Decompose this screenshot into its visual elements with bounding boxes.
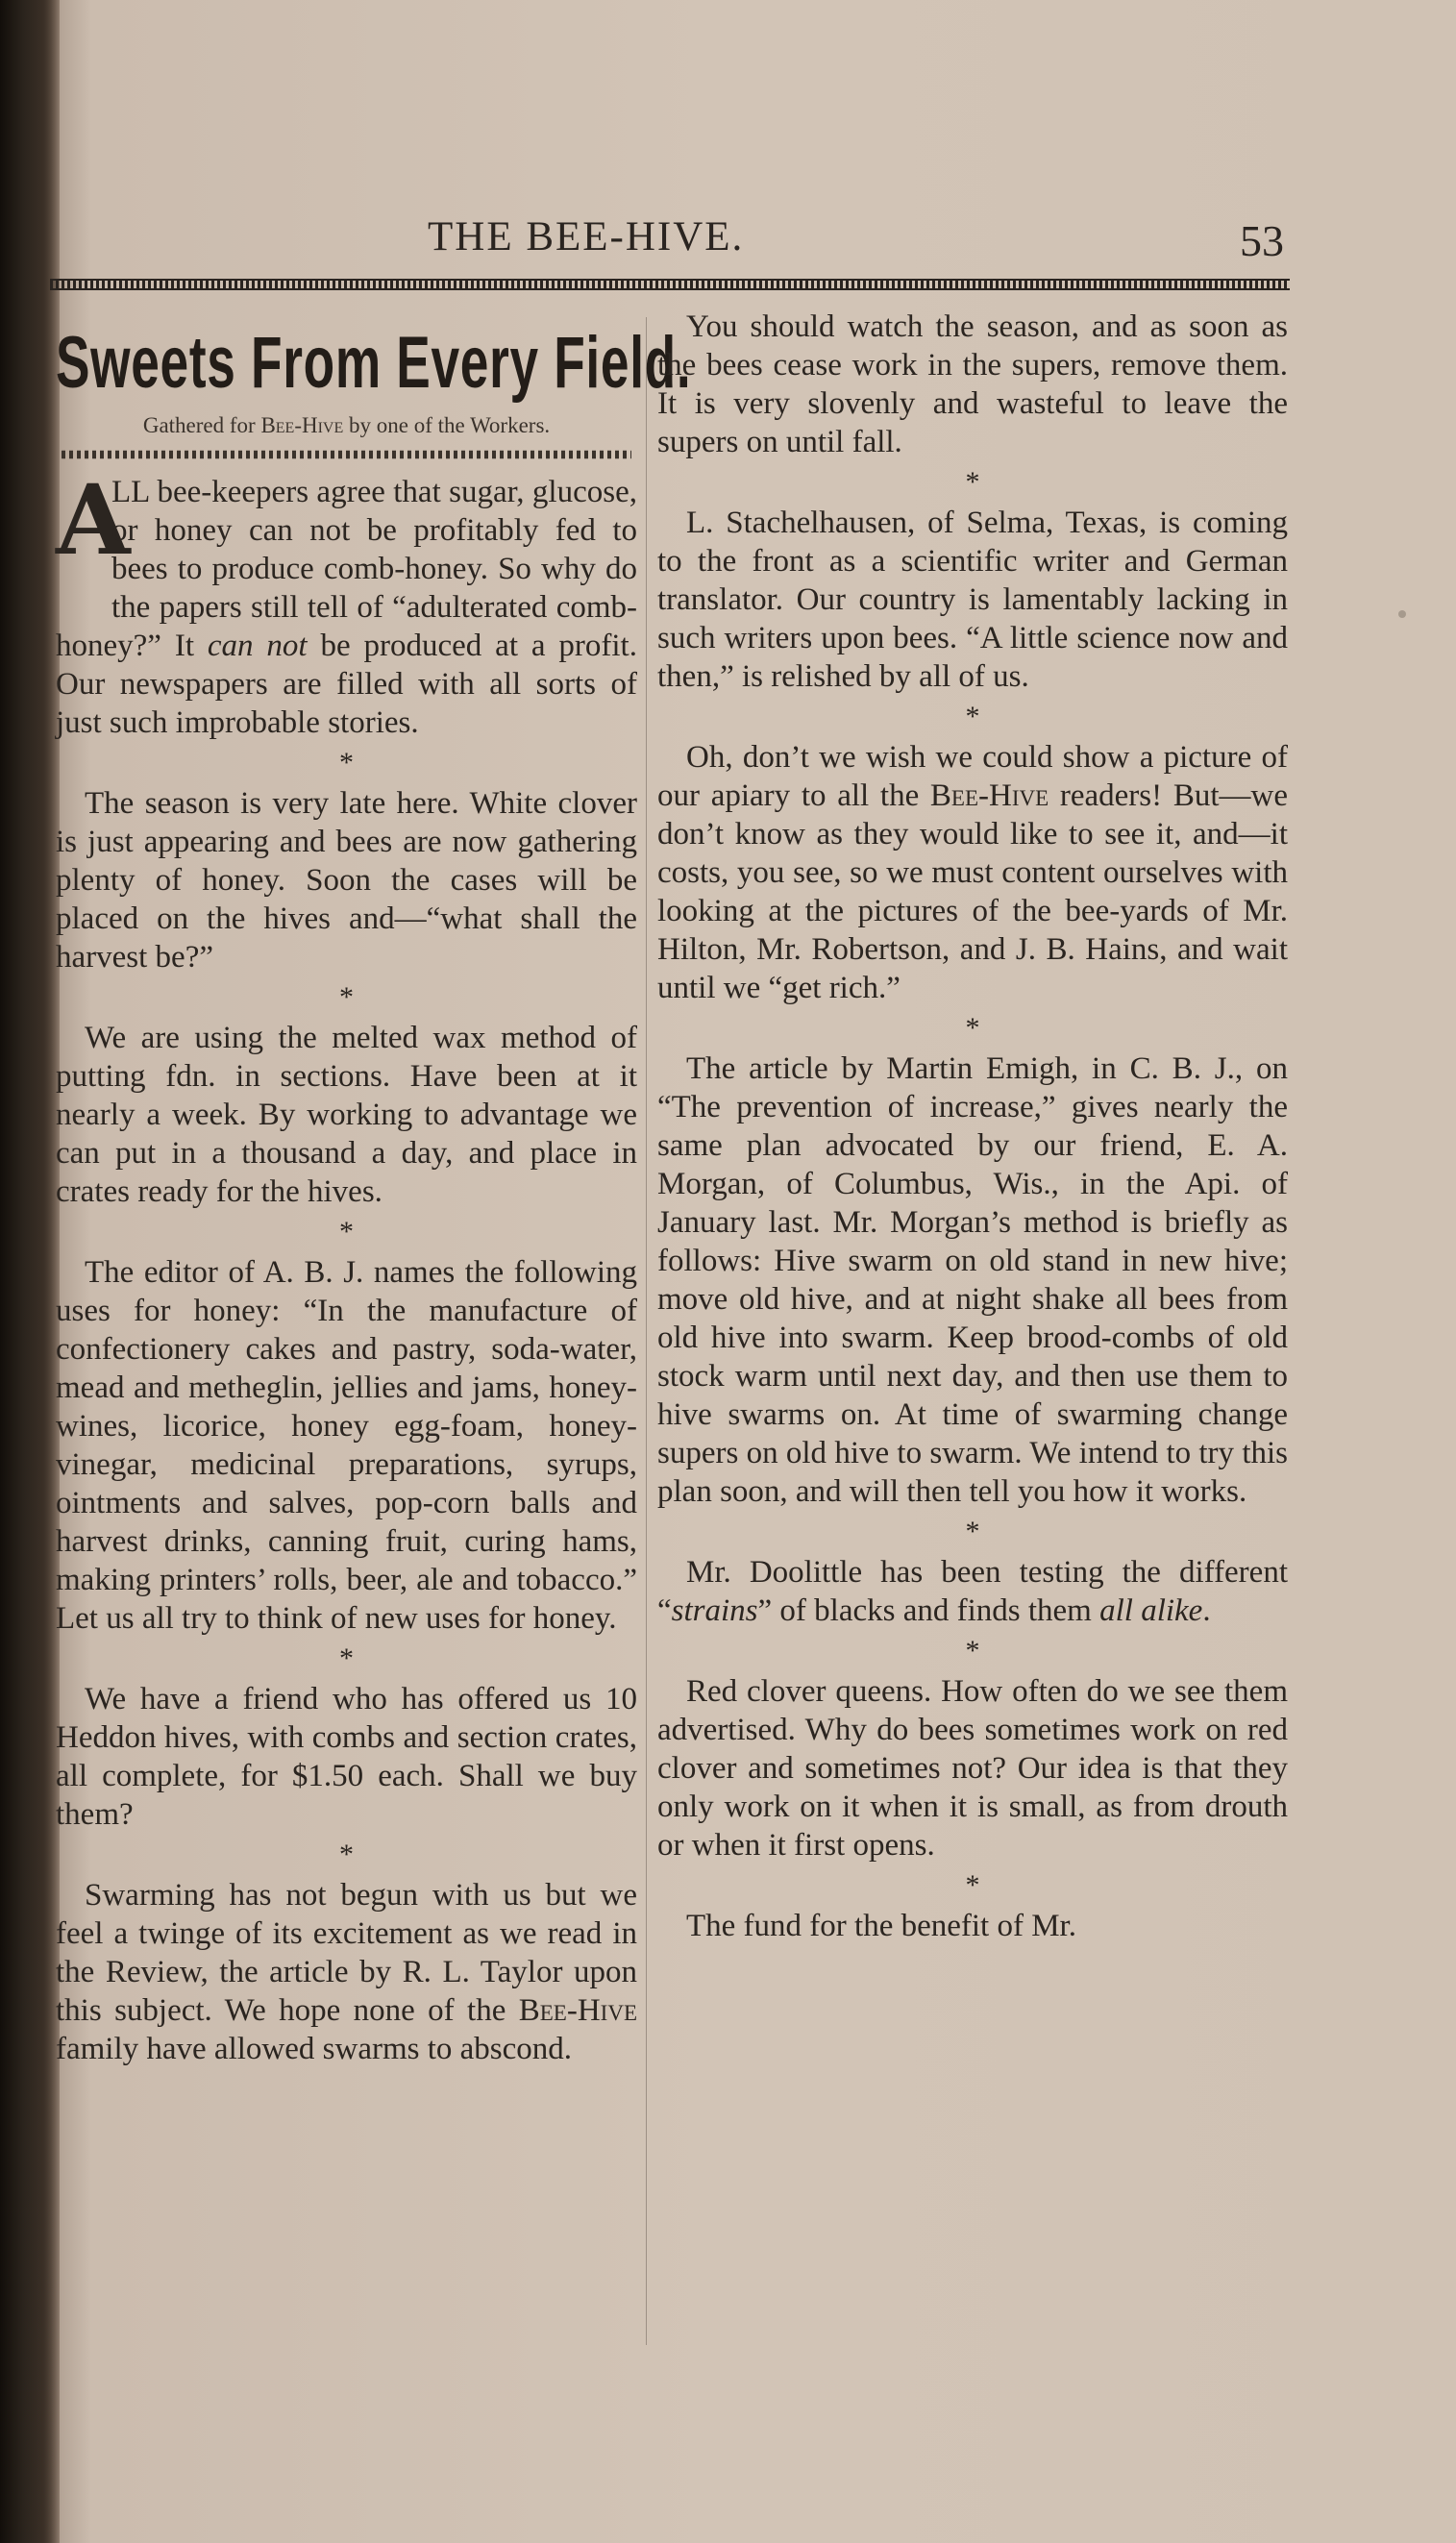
drop-cap: A bbox=[56, 463, 131, 577]
left-column bbox=[56, 308, 692, 2068]
paper-stain bbox=[1398, 610, 1406, 618]
book-spine-shadow bbox=[0, 0, 60, 2543]
left-paragraph-4: The editor of A. B. J. names the following uses for honey: “In the manufacture of confectionery cakes and pastry, soda-water, mead and metheglin, jellies and jams, honey-wines, licorice, honey egg-foam, honey-vinegar, medicinal preparations, syrups, ointments and salves, pop-corn balls and harvest drinks, canning fruit, curing hams, making printers’ rolls, beer, ale and tobacco.” Let us all try to think of new uses for honey. bbox=[56, 1255, 637, 1636]
separator-star: * bbox=[339, 1642, 354, 1674]
ornamental-rule bbox=[62, 448, 631, 461]
right-paragraph-6: Red clover queens. How often do we see them advertised. Why do bees sometimes work on red clover and sometimes not? Our idea is that they only work on it when it is small, as from drouth or when it first opens. bbox=[657, 1674, 1288, 1863]
separator-star: * bbox=[339, 981, 354, 1013]
separator-star: * bbox=[965, 701, 980, 732]
left-paragraph-2: The season is very late here. White clover is just appearing and bees are now gathering plenty of honey. Soon the cases will be placed on the hives and—“what shall the harvest be?” bbox=[56, 786, 637, 975]
subtitle-suffix: by one of the Workers. bbox=[343, 413, 551, 437]
left-paragraph-1: A LL bee-keepers agree that sugar, glucose, or honey can not be profitably fed to bees to produce comb-honey. So why do the papers still tell of “adulterated comb-honey?” It can not be produced at a profit. Our newspapers are filled with all sorts of just such improbable stories. bbox=[56, 463, 637, 740]
left-paragraph-6: Swarming has not begun with us but we feel a twinge of its excitement as we read in the Review, the article by R. L. Taylor upon this subject. We hope none of the Bee-Hive family have allowed swarms to abscond. bbox=[56, 1878, 637, 2066]
section-title: Sweets From Every Field. bbox=[56, 322, 692, 404]
subtitle-publication: Bee-Hive bbox=[260, 413, 344, 437]
emphasis: all alike bbox=[1099, 1593, 1203, 1628]
left-paragraph-3: We are using the melted wax method of putting fdn. in sections. Have been at it nearly a week. By working to advantage we can put in a thousand a day, and place in crates ready for the hives. bbox=[56, 1021, 637, 1209]
separator-star: * bbox=[965, 1635, 980, 1667]
left-paragraph-5: We have a friend who has offered us 10 Heddon hives, with combs and section crates, all complete, for $1.50 each. Shall we buy them? bbox=[56, 1682, 637, 1832]
emphasis: strains bbox=[671, 1593, 758, 1628]
page-number: 53 bbox=[1240, 216, 1284, 265]
right-paragraph-4: The article by Martin Emigh, in C. B. J., on “The prevention of increase,” gives nearly the same plan advocated by our friend, E. A. Morgan, of Columbus, Wis., in the Api. of January last. Mr. Morgan’s method is briefly as follows: Hive swarm on old stand in new hive; move old hive, and at night shake all bees from old hive into swarm. Keep brood-combs of old stock warm until next day, and then use them to hive swarms on. At time of swarming change supers on old hive to swarm. We intend to try this plan soon, and will then tell you how it works. bbox=[657, 1051, 1288, 1509]
section-subtitle bbox=[56, 411, 637, 440]
running-head bbox=[0, 213, 1456, 271]
right-paragraph-7: The fund for the benefit of Mr. bbox=[686, 1909, 1076, 1943]
right-paragraph-2: L. Stachelhausen, of Selma, Texas, is coming to the front as a scientific writer and German translator. Our country is lamentably lacking in such writers upon bees. “A little science now and then,” is relished by all of us. bbox=[657, 506, 1288, 694]
publication-name: Bee-Hive bbox=[518, 1993, 637, 2028]
right-paragraph-1: You should watch the season, and as soon as the bees cease work in the supers, remove them. It is very slovenly and wasteful to leave the supers on until fall. bbox=[657, 309, 1288, 459]
separator-star: * bbox=[965, 1516, 980, 1547]
right-paragraph-3: Oh, don’t we wish we could show a picture of our apiary to all the Bee-Hive readers! But—we don’t know as they would like to see it, and—it costs, you see, so we must content ourselves with looking at the pictures of the bee-yards of Mr. Hilton, Mr. Robertson, and J. B. Hains, and wait until we “get rich.” bbox=[657, 740, 1288, 1005]
right-column bbox=[657, 308, 1288, 1945]
column-divider bbox=[646, 317, 647, 2345]
publication-name: Bee-Hive bbox=[929, 778, 1049, 813]
separator-star: * bbox=[965, 1012, 980, 1044]
emphasis: can not bbox=[207, 629, 308, 663]
separator-star: * bbox=[339, 1216, 354, 1247]
subtitle-prefix: Gathered for bbox=[142, 413, 261, 437]
separator-star: * bbox=[965, 466, 980, 498]
separator-star: * bbox=[339, 747, 354, 778]
header-rule bbox=[50, 279, 1290, 290]
running-title: THE BEE-HIVE. bbox=[428, 214, 745, 259]
right-paragraph-5: Mr. Doolittle has been testing the different “strains” of blacks and finds them all alike. bbox=[657, 1555, 1288, 1628]
separator-star: * bbox=[339, 1839, 354, 1870]
separator-star: * bbox=[965, 1869, 980, 1901]
